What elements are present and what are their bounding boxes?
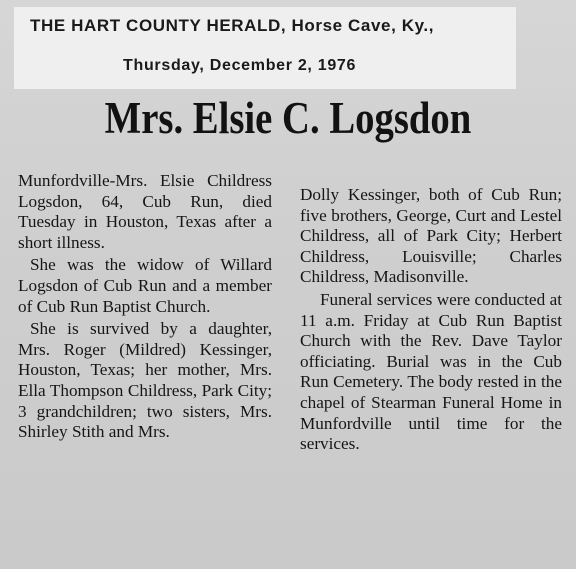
article-paragraph: Funeral services were conducted at 11 a.m. Friday at Cub Run Baptist Church with the Rev. Dave Taylor officiating. Burial was in the Cub Run Cemetery. The body rested in the chapel of Stearman Funeral Home in Munfordville until time for the services. — [300, 289, 562, 454]
article-paragraph: Munfordville-Mrs. Elsie Childress Logsdon, 64, Cub Run, died Tuesday in Houston, Texas after a short illness. — [18, 171, 272, 252]
article-paragraph: She is survived by a daughter, Mrs. Roger (Mildred) Kessinger, Houston, Texas; her mother, Mrs. Ella Thompson Childress, Park City; 3 grandchildren; two sisters, Mrs. Shirley Stith and Mrs. — [18, 319, 272, 442]
article-paragraph: Dolly Kessinger, both of Cub Run; five brothers, George, Curt and Lestel Childress, all of Park City; Herbert Childress, Louisville; Charles Childress, Madisonville. — [300, 185, 562, 287]
publication-date: Thursday, December 2, 1976 — [123, 57, 357, 74]
article-column-left — [18, 171, 272, 445]
obituary-headline: Mrs. Elsie C. Logsdon — [104, 93, 472, 143]
article-paragraph: She was the widow of Willard Logsdon of Cub Run and a member of Cub Run Baptist Church. — [18, 255, 272, 316]
publication-name: THE HART COUNTY HERALD, Horse Cave, Ky., — [30, 16, 435, 35]
article-column-right — [300, 185, 562, 457]
